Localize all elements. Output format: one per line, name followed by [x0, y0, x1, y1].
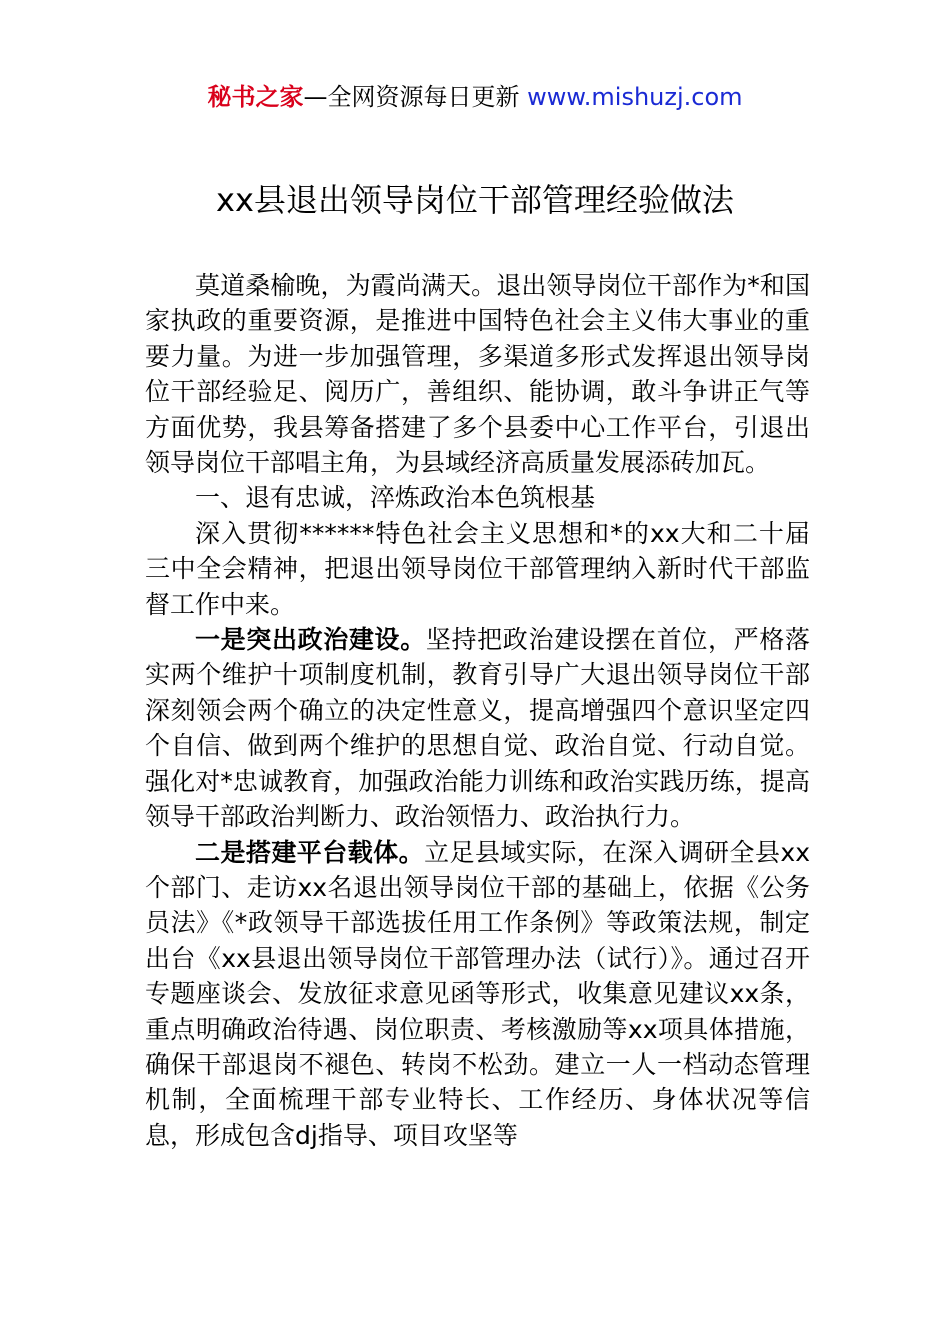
header-tagline: —全网资源每日更新: [303, 83, 520, 111]
intro-paragraph: 莫道桑榆晚，为霞尚满天。退出领导岗位干部作为*和国家执政的重要资源，是推进中国特色社会主义伟大事业的重要力量。为进一步加强管理，多渠道多形式发挥退出领导岗位干部经验足、阅历广，善组织、能协调，敢斗争讲正气等方面优势，我县筹备搭建了多个县委中心工作平台，引退出领导岗位干部唱主角，为县域经济高质量发展添砖加瓦。: [145, 271, 810, 478]
point-paragraph: [145, 622, 810, 834]
point-paragraph: [145, 835, 810, 1154]
document-title: xx县退出领导岗位干部管理经验做法: [216, 181, 734, 219]
brand-name: 秘书之家: [207, 83, 304, 111]
document-body: [145, 268, 810, 1153]
section-heading: 一、退有忠诚，淬炼政治本色筑根基: [195, 483, 596, 513]
point-lead: 二是搭建平台载体。: [195, 837, 425, 867]
site-url-link[interactable]: www.mishuzj.com: [527, 83, 743, 111]
point-lead: 一是突出政治建设。: [195, 625, 426, 655]
site-header: [0, 80, 950, 114]
point-text: 立足县域实际，在深入调研全县xx个部门、走访xx名退出领导岗位干部的基础上，依据《公务员法》《*政领导干部选拔任用工作条例》等政策法规，制定出台《xx县退出领导岗位干部管理办法（试行）》。通过召开专题座谈会、发放征求意见函等形式，收集意见建议xx条，重点明确政治待遇、岗位职责、考核激励等xx项具体措施，确保干部退岗不褪色、转岗不松劲。建立一人一档动态管理机制，全面梳理干部专业特长、工作经历、身体状况等信息，形成包含dj指导、项目攻坚等: [145, 837, 810, 1150]
point-text: 坚持把政治建设摆在首位，严格落实两个维护十项制度机制，教育引导广大退出领导岗位干部深刻领会两个确立的决定性意义，提高增强四个意识坚定四个自信、做到两个维护的思想自觉、政治自觉、行动自觉。强化对*忠诚教育，加强政治能力训练和政治实践历练，提高领导干部政治判断力、政治领悟力、政治执行力。: [145, 625, 810, 832]
section-intro-paragraph: 深入贯彻******特色社会主义思想和*的xx大和二十届三中全会精神，把退出领导岗位干部管理纳入新时代干部监督工作中来。: [145, 518, 810, 619]
